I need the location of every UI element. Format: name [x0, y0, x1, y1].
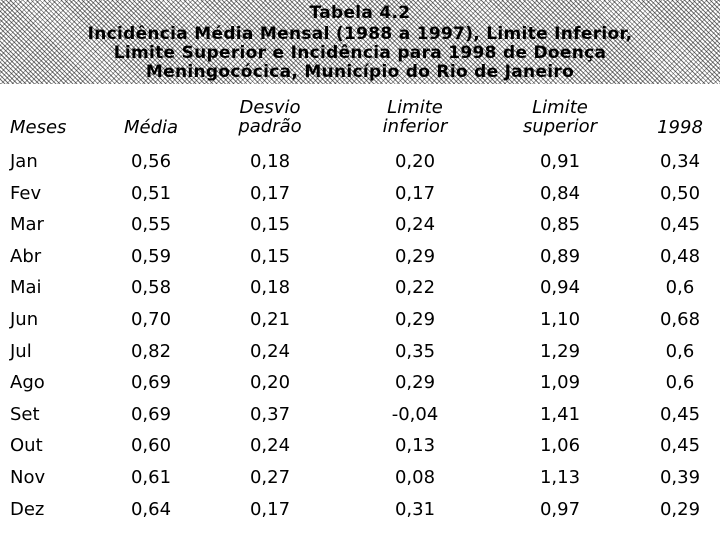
header-inferior-line1: Limite: [387, 97, 443, 118]
cell-limite-inferior: 0,31: [394, 499, 436, 520]
cell-limite-superior: 0,91: [539, 151, 581, 172]
cell-1998: 0,39: [659, 467, 701, 488]
cell-media: 0,82: [130, 341, 172, 362]
cell-limite-superior: 1,06: [539, 435, 581, 456]
cell-limite-superior: 0,85: [539, 214, 581, 235]
header-inferior-line2: inferior: [382, 116, 448, 137]
cell-limite-inferior: 0,08: [394, 467, 436, 488]
cell-1998: 0,34: [659, 151, 701, 172]
cell-desvio: 0,37: [249, 404, 291, 425]
cell-1998: 0,29: [659, 499, 701, 520]
cell-mes: Jul: [10, 341, 32, 362]
cell-mes: Mai: [10, 277, 42, 298]
cell-limite-superior: 0,94: [539, 277, 581, 298]
cell-limite-superior: 1,29: [539, 341, 581, 362]
cell-limite-inferior: 0,20: [394, 151, 436, 172]
header-1998: 1998: [657, 117, 703, 138]
cell-limite-superior: 1,10: [539, 309, 581, 330]
cell-limite-inferior: 0,13: [394, 435, 436, 456]
cell-desvio: 0,27: [249, 467, 291, 488]
cell-media: 0,64: [130, 499, 172, 520]
cell-mes: Fev: [10, 183, 42, 204]
cell-limite-inferior: 0,17: [394, 183, 436, 204]
caption-line-4: Meningocócica, Município do Rio de Janeiro: [145, 62, 575, 82]
cell-desvio: 0,15: [249, 246, 291, 267]
caption-line-2: Incidência Média Mensal (1988 a 1997), Limite Inferior,: [87, 24, 633, 44]
header-media: Média: [123, 117, 179, 138]
cell-limite-superior: 1,41: [539, 404, 581, 425]
cell-1998: 0,45: [659, 214, 701, 235]
cell-desvio: 0,18: [249, 151, 291, 172]
cell-media: 0,58: [130, 277, 172, 298]
cell-media: 0,69: [130, 372, 172, 393]
header-superior-line2: superior: [522, 116, 598, 137]
cell-1998: 0,48: [659, 246, 701, 267]
cell-media: 0,55: [130, 214, 172, 235]
cell-mes: Dez: [10, 499, 45, 520]
cell-limite-inferior: 0,29: [394, 372, 436, 393]
cell-1998: 0,6: [665, 277, 695, 298]
cell-mes: Jan: [10, 151, 38, 172]
cell-media: 0,61: [130, 467, 172, 488]
cell-limite-inferior: -0,04: [391, 404, 439, 425]
cell-media: 0,56: [130, 151, 172, 172]
cell-limite-superior: 1,09: [539, 372, 581, 393]
cell-limite-superior: 0,97: [539, 499, 581, 520]
cell-desvio: 0,24: [249, 435, 291, 456]
cell-desvio: 0,24: [249, 341, 291, 362]
cell-mes: Mar: [10, 214, 44, 235]
cell-media: 0,70: [130, 309, 172, 330]
cell-mes: Out: [10, 435, 43, 456]
header-superior-line1: Limite: [532, 97, 588, 118]
cell-limite-inferior: 0,29: [394, 246, 436, 267]
header-desvio-line2: padrão: [238, 116, 302, 137]
cell-mes: Abr: [10, 246, 42, 267]
cell-desvio: 0,18: [249, 277, 291, 298]
cell-limite-inferior: 0,24: [394, 214, 436, 235]
cell-limite-inferior: 0,35: [394, 341, 436, 362]
cell-1998: 0,6: [665, 341, 695, 362]
cell-mes: Set: [10, 404, 40, 425]
caption-line-3: Limite Superior e Incidência para 1998 de Doença: [113, 43, 607, 63]
cell-limite-superior: 0,84: [539, 183, 581, 204]
cell-desvio: 0,17: [249, 499, 291, 520]
cell-1998: 0,45: [659, 404, 701, 425]
cell-mes: Jun: [10, 309, 39, 330]
cell-limite-superior: 1,13: [539, 467, 581, 488]
cell-1998: 0,50: [659, 183, 701, 204]
cell-1998: 0,6: [665, 372, 695, 393]
cell-media: 0,59: [130, 246, 172, 267]
header-meses: Meses: [10, 117, 67, 138]
cell-1998: 0,45: [659, 435, 701, 456]
cell-desvio: 0,15: [249, 214, 291, 235]
cell-mes: Nov: [10, 467, 46, 488]
cell-mes: Ago: [10, 372, 45, 393]
caption-line-1: Tabela 4.2: [309, 3, 411, 23]
cell-desvio: 0,20: [249, 372, 291, 393]
cell-desvio: 0,21: [249, 309, 291, 330]
header-desvio-line1: Desvio: [239, 97, 301, 118]
cell-desvio: 0,17: [249, 183, 291, 204]
table-caption: [0, 0, 720, 84]
cell-media: 0,51: [130, 183, 172, 204]
cell-limite-superior: 0,89: [539, 246, 581, 267]
cell-media: 0,60: [130, 435, 172, 456]
cell-limite-inferior: 0,29: [394, 309, 436, 330]
cell-limite-inferior: 0,22: [394, 277, 436, 298]
cell-1998: 0,68: [659, 309, 701, 330]
cell-media: 0,69: [130, 404, 172, 425]
